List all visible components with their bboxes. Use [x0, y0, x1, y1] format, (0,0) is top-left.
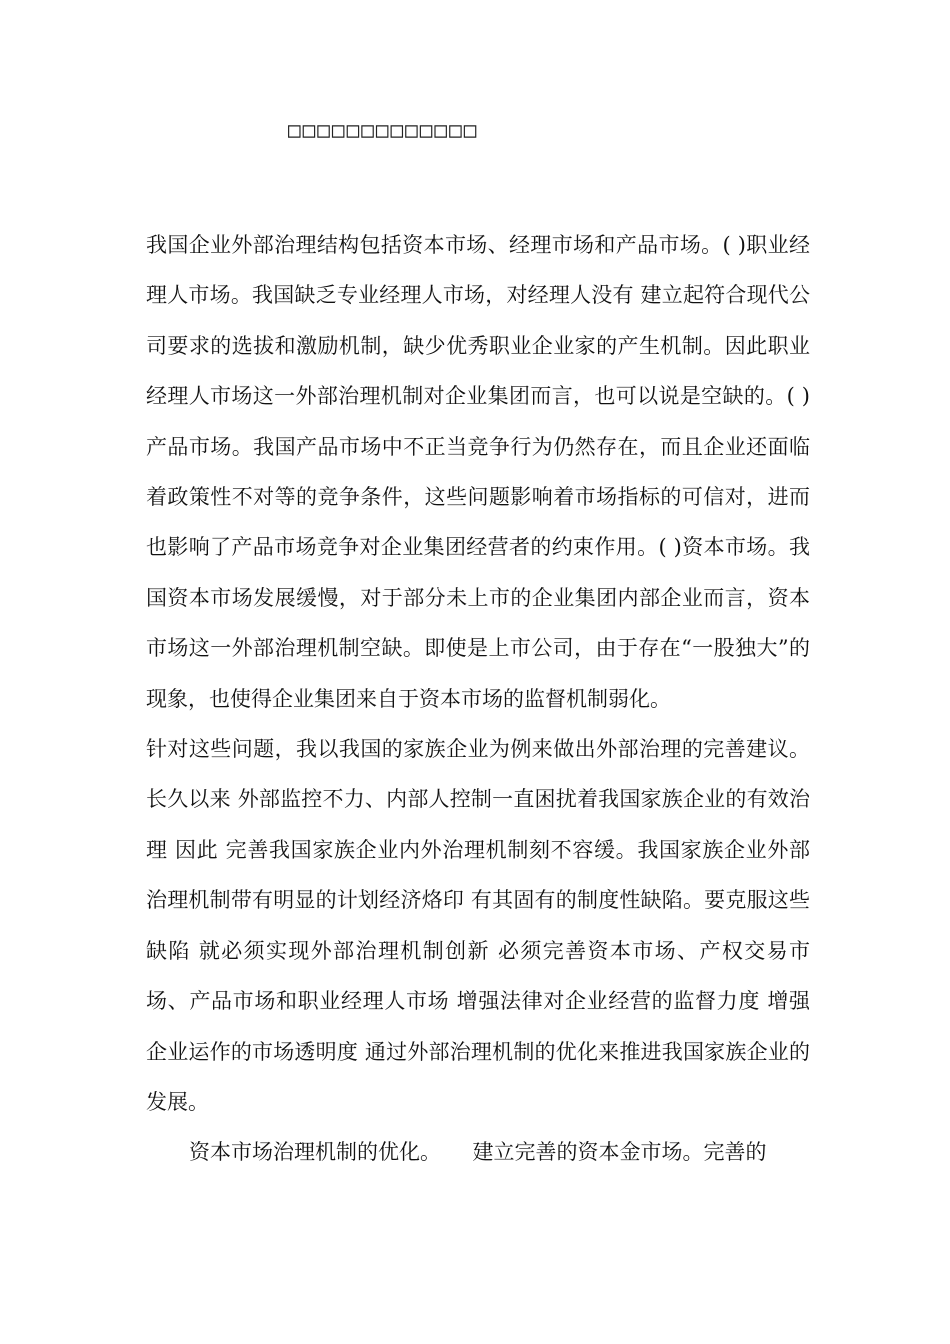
document-body	[146, 220, 810, 1178]
paragraph-capital-market-optimization: 资本市场治理机制的优化。 建立完善的资本金市场。完善的	[189, 1140, 767, 1165]
paragraph-family-enterprise-suggestions: 针对这些问题，我以我国的家族企业为例来做出外部治理的完善建议。长久以来 外部监控不力、内部人控制一直困扰着我国家族企业的有效治理 因此 完善我国家族企业内外治理机制刻不容缓。我国家族企业外部治理机制带有明显的计划经济烙印 有其固有的制度性缺陷。要克服这些缺陷 就必须实现外部治理机制创新 必须完善资本市场、产权交易市场、产品市场和职业经理人市场 增强法律对企业经营的监督力度 增强企业运作的市场透明度 通过外部治理机制的优化来推进我国家族企业的发展。	[146, 737, 810, 1114]
document-title: □□□□□□□□□□□□□	[288, 118, 479, 142]
paragraph-external-governance-structure: 我国企业外部治理结构包括资本市场、经理市场和产品市场。( )职业经理人市场。我国缺乏专业经理人市场，对经理人没有 建立起符合现代公司要求的选拔和激励机制，缺少优秀职业企业家的产生机制。因此职业经理人市场这一外部治理机制对企业集团而言，也可以说是空缺的。( ) 产品市场。我国产品市场中不正当竞争行为仍然存在，而且企业还面临着政策性不对等的竞争条件，这些问题影响着市场指标的可信对，进而也影响了产品市场竞争对企业集团经营者的约束作用。( )资本市场。我国资本市场发展缓慢，对于部分未上市的企业集团内部企业而言，资本市场这一外部治理机制空缺。即使是上市公司，由于存在“一股独大”的现象，也使得企业集团来自于资本市场的监督机制弱化。	[146, 233, 810, 711]
